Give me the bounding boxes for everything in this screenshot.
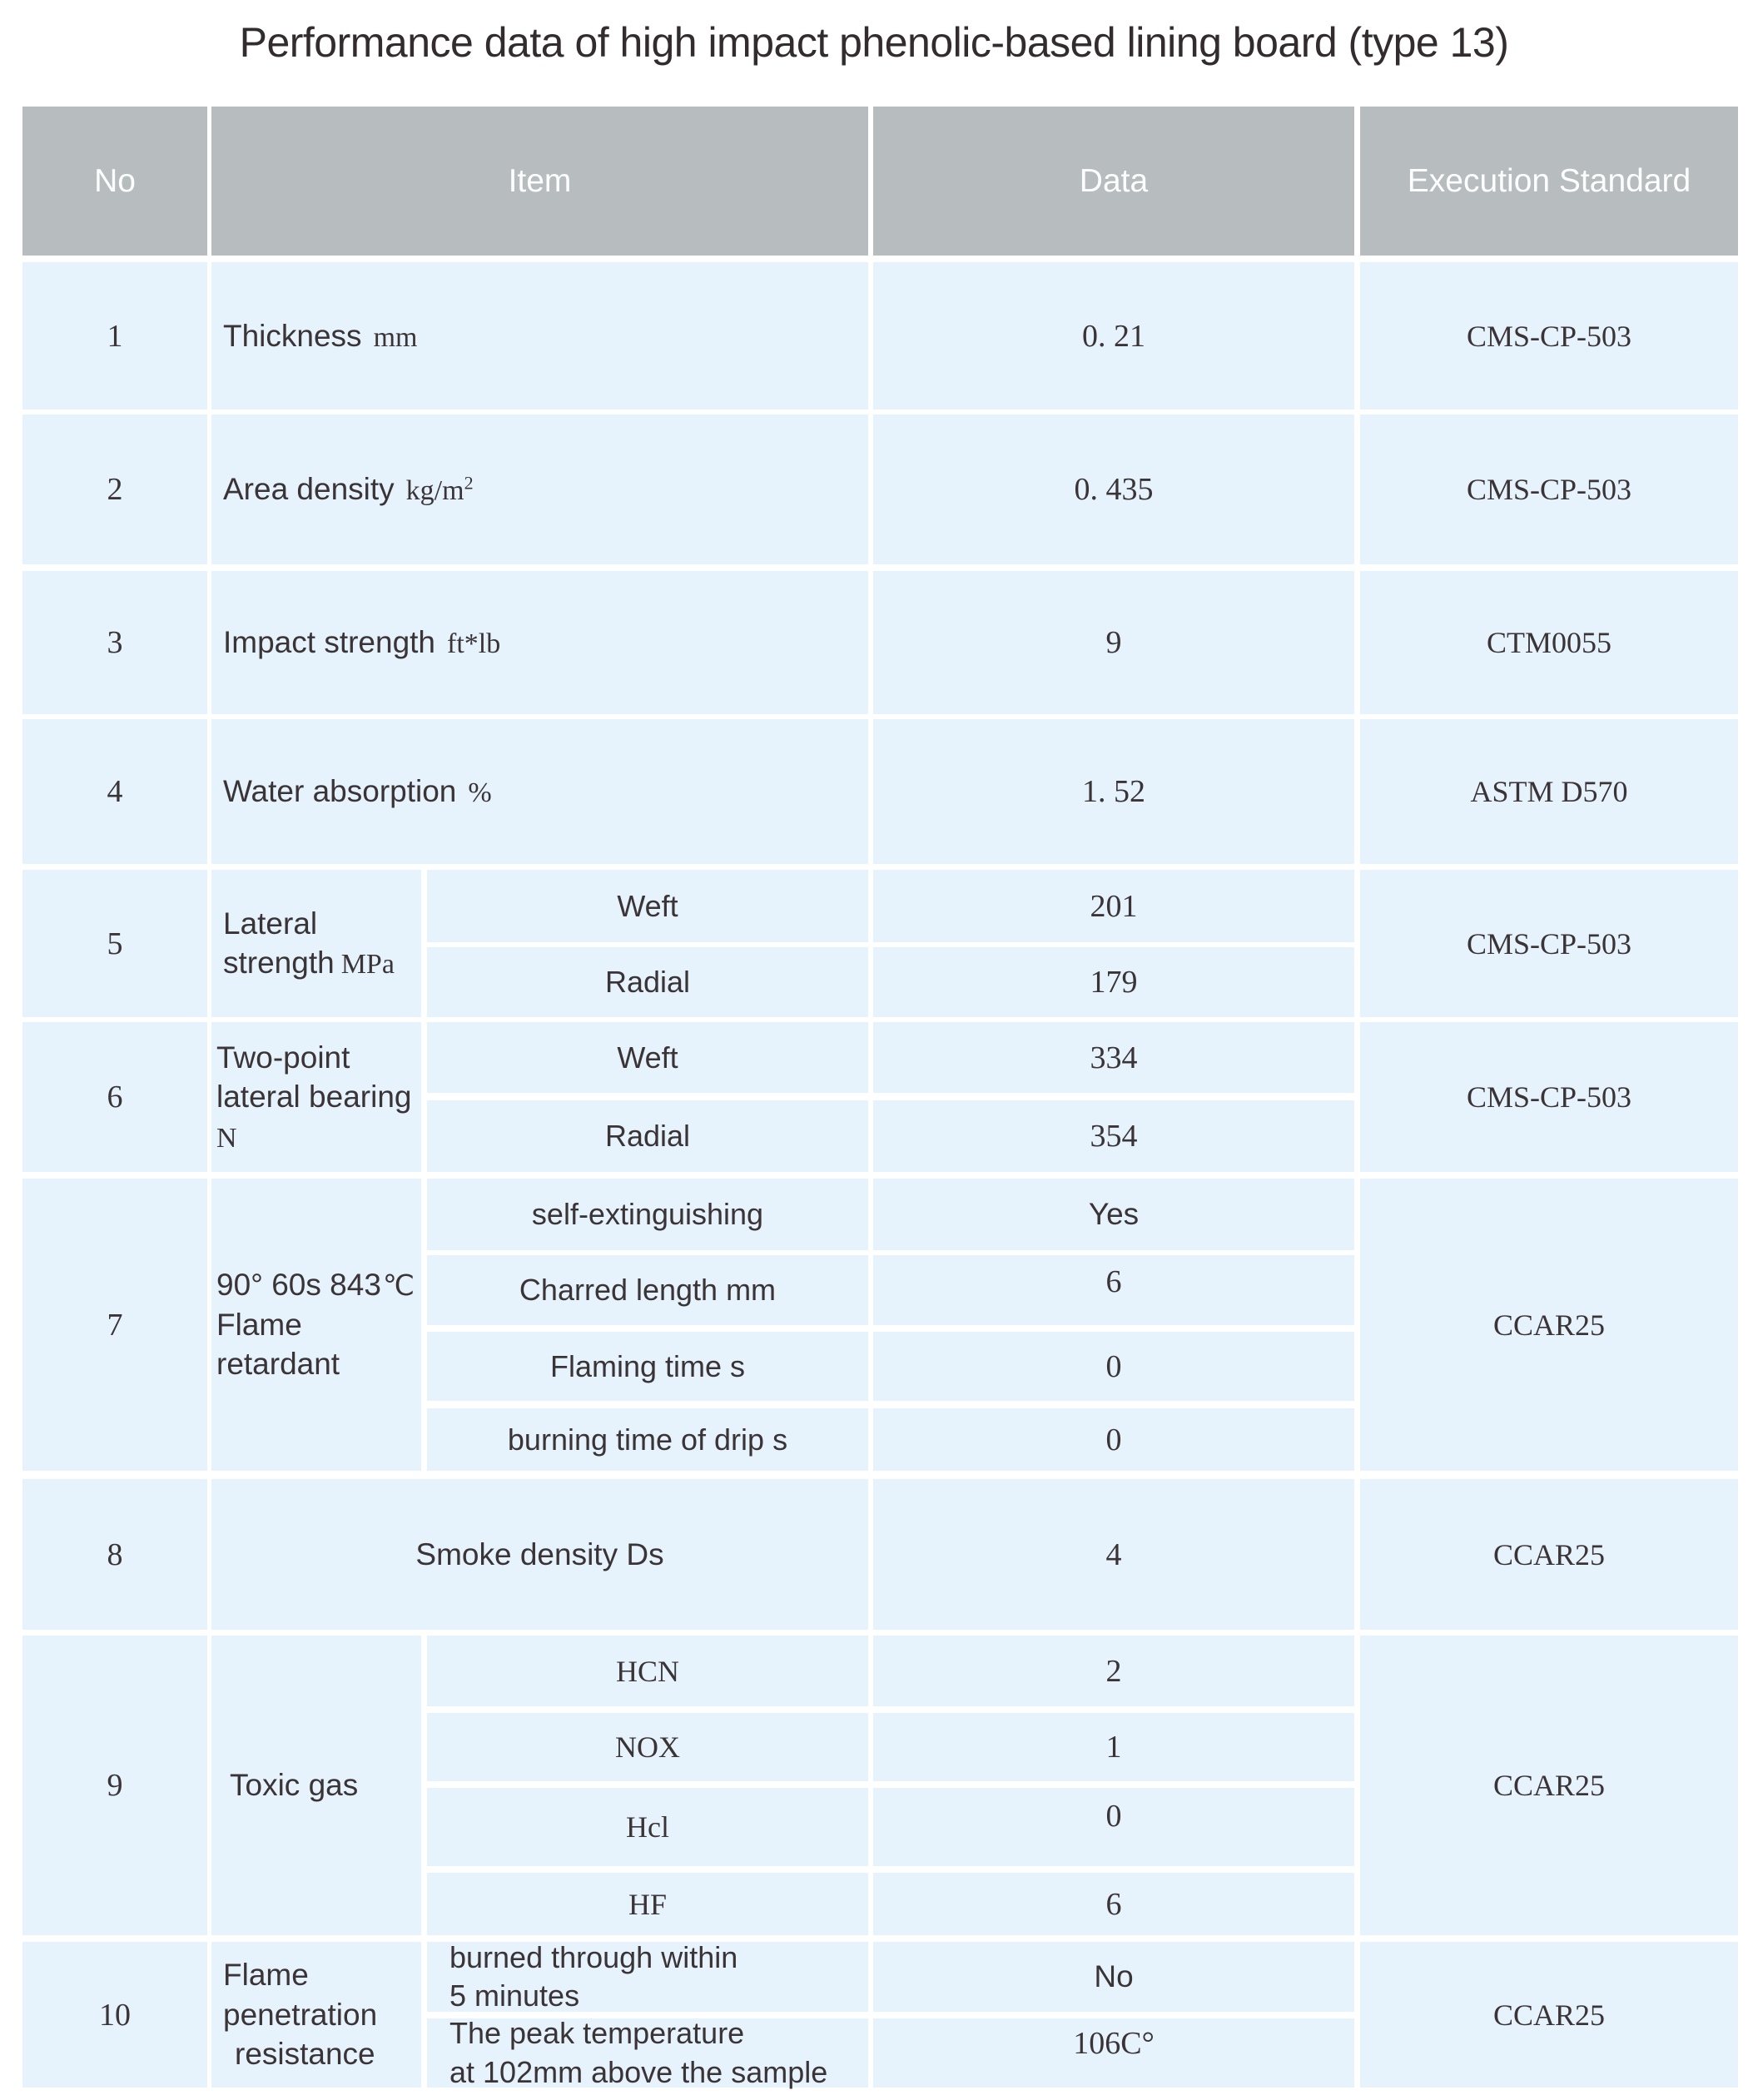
row3-data: 9 <box>873 571 1354 714</box>
row8-data: 4 <box>873 1479 1354 1630</box>
row6-sub-weft: Weft <box>427 1022 868 1093</box>
row7-sub-self-extinguishing: self-extinguishing <box>427 1179 868 1250</box>
row9-data-hcl: 0 <box>873 1788 1354 1866</box>
row1-item-label: Thickness <box>223 318 362 353</box>
row7-data-flaming-time: 0 <box>873 1332 1354 1401</box>
row3-no: 3 <box>22 571 207 714</box>
row9-no: 9 <box>22 1636 207 1935</box>
row9-item: Toxic gas <box>211 1636 421 1935</box>
row10-data-peak-temperature: 106C° <box>873 2018 1354 2088</box>
row3-unit: ft*lb <box>447 628 501 660</box>
row5-no: 5 <box>22 870 207 1017</box>
row1-standard: CMS-CP-503 <box>1360 262 1738 410</box>
row9-sub-hcn: HCN <box>427 1636 868 1706</box>
row2-data: 0. 435 <box>873 415 1354 564</box>
row7-sub-charred-length: Charred length mm <box>427 1255 868 1325</box>
row2-no: 2 <box>22 415 207 564</box>
row7-no: 7 <box>22 1179 207 1471</box>
row10-standard: CCAR25 <box>1360 1942 1738 2088</box>
row3-standard: CTM0055 <box>1360 571 1738 714</box>
row10-item: Flame penetration resistance <box>211 1942 421 2088</box>
row5-standard: CMS-CP-503 <box>1360 870 1738 1017</box>
header-cell-item: Item <box>211 107 868 256</box>
row5-sub-radial: Radial <box>427 947 868 1017</box>
row7-data-burning-time: 0 <box>873 1408 1354 1471</box>
row5-data-weft: 201 <box>873 870 1354 942</box>
header-cell-data: Data <box>873 107 1354 256</box>
row5-item: Lateral strength MPa <box>211 870 421 1017</box>
row4-data: 1. 52 <box>873 719 1354 864</box>
row5-data-radial: 179 <box>873 947 1354 1017</box>
row3-item <box>211 571 868 714</box>
row9-standard: CCAR25 <box>1360 1636 1738 1935</box>
row3-item-label: Impact strength <box>223 625 436 660</box>
row10-sub-burned-through: burned through within 5 minutes <box>427 1942 868 2012</box>
row10-sub-peak-temperature: The peak temperature at 102mm above the sample <box>427 2018 868 2088</box>
row6-data-weft: 334 <box>873 1022 1354 1093</box>
row2-standard: CMS-CP-503 <box>1360 415 1738 564</box>
row2-item-label: Area density <box>223 472 395 507</box>
row8-standard: CCAR25 <box>1360 1479 1738 1630</box>
row8-item: Smoke density Ds <box>211 1479 868 1630</box>
row6-sub-radial: Radial <box>427 1100 868 1172</box>
row9-sub-hcl: Hcl <box>427 1788 868 1866</box>
row6-unit: N <box>216 1122 237 1154</box>
row9-data-hcn: 2 <box>873 1636 1354 1706</box>
row9-data-hf: 6 <box>873 1873 1354 1935</box>
row1-data: 0. 21 <box>873 262 1354 410</box>
header-cell-no: No <box>22 107 207 256</box>
row7-data-self-extinguishing: Yes <box>873 1179 1354 1250</box>
row4-item-label: Water absorption <box>223 774 457 809</box>
row10-no: 10 <box>22 1942 207 2088</box>
row2-item <box>211 415 868 564</box>
row7-sub-flaming-time: Flaming time s <box>427 1332 868 1401</box>
row8-no: 8 <box>22 1479 207 1630</box>
row10-data-burned-through: No <box>873 1942 1354 2012</box>
row6-standard: CMS-CP-503 <box>1360 1022 1738 1172</box>
row1-unit: mm <box>373 321 418 353</box>
row6-data-radial: 354 <box>873 1100 1354 1172</box>
row9-sub-nox: NOX <box>427 1713 868 1781</box>
row2-unit: $kg/m^2$ <box>405 472 474 507</box>
row4-unit: % <box>468 777 492 809</box>
row4-item <box>211 719 868 864</box>
row5-sub-weft: Weft <box>427 870 868 942</box>
row9-data-nox: 1 <box>873 1713 1354 1781</box>
row6-no: 6 <box>22 1022 207 1172</box>
row4-no: 4 <box>22 719 207 864</box>
row7-item: 90° 60s 843℃ Flame retardant <box>211 1179 421 1471</box>
row9-sub-hf: HF <box>427 1873 868 1935</box>
page-title: Performance data of high impact phenolic-based lining board (type 13) <box>239 19 1509 66</box>
row5-unit: MPa <box>340 949 395 980</box>
row1-no: 1 <box>22 262 207 410</box>
row6-item: Two-point lateral bearing N <box>211 1022 421 1172</box>
row1-item <box>211 262 868 410</box>
row4-standard: ASTM D570 <box>1360 719 1738 864</box>
row7-degree-unit: ℃ <box>382 1271 415 1303</box>
row7-data-charred-length: 6 <box>873 1255 1354 1325</box>
row7-sub-burning-time: burning time of drip s <box>427 1408 868 1471</box>
row7-standard: CCAR25 <box>1360 1179 1738 1471</box>
header-cell-standard: Execution Standard <box>1360 107 1738 256</box>
